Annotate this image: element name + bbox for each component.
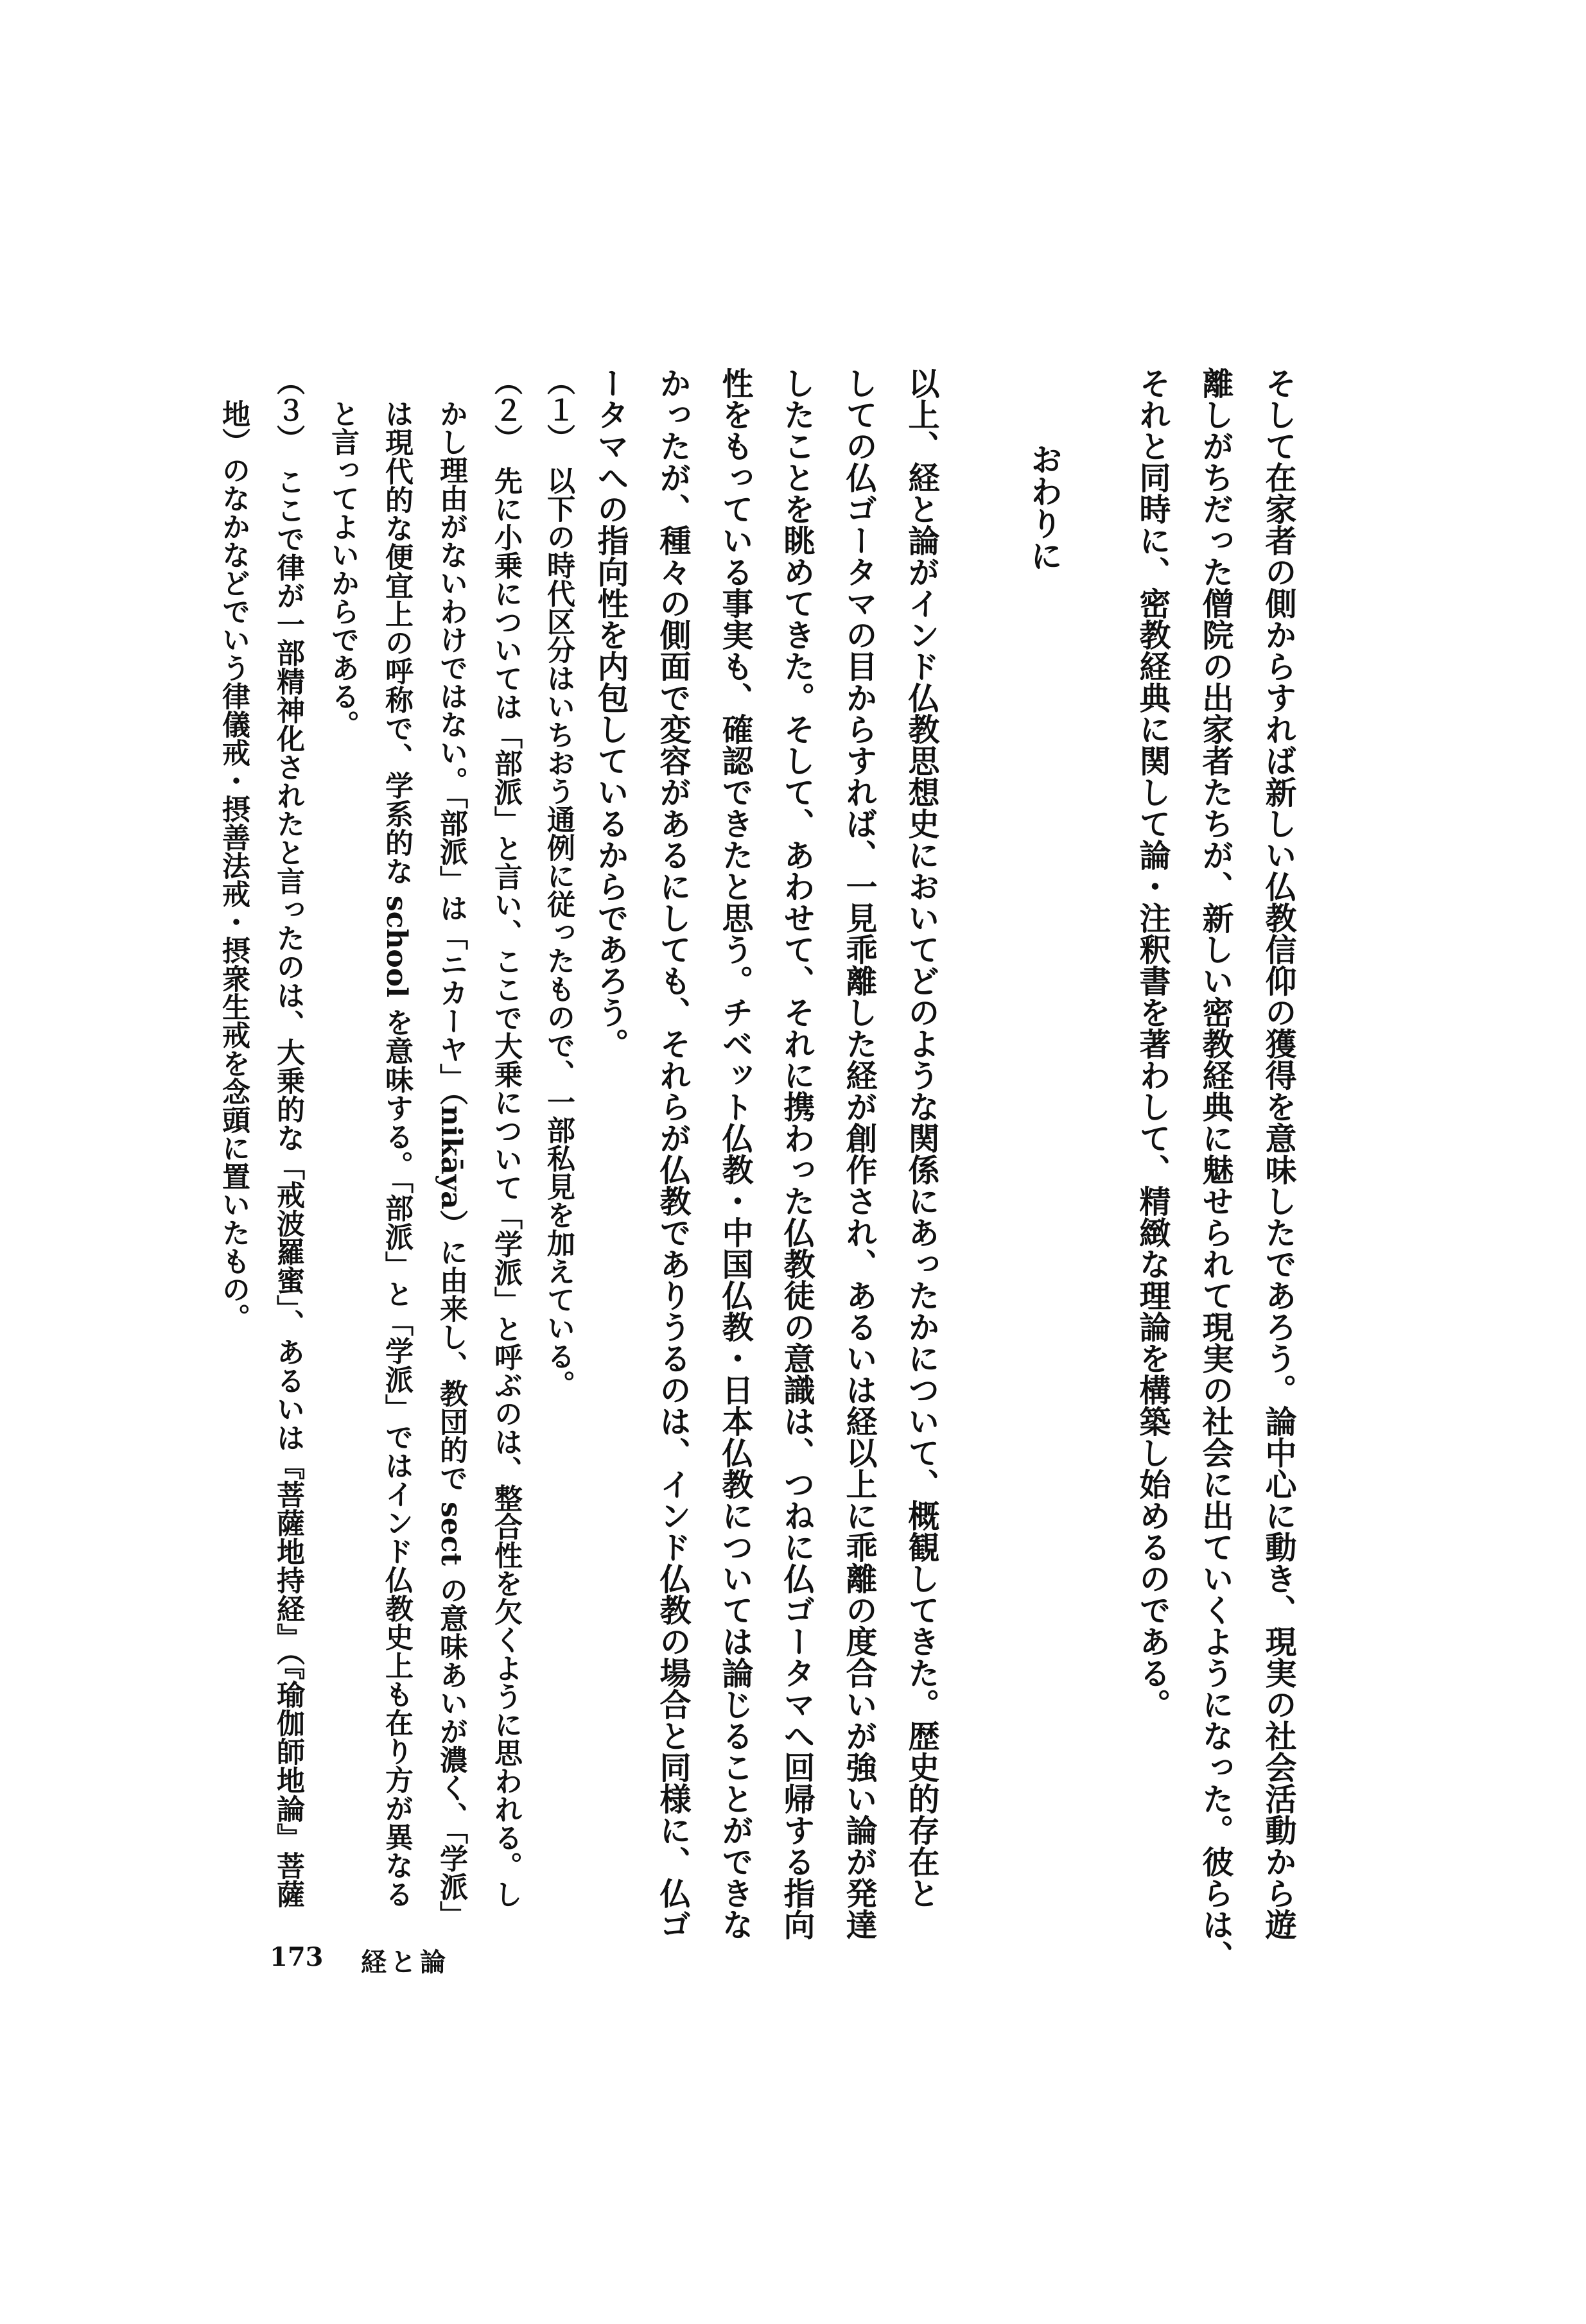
text-column: 以上、経と論がインド仏教思想史においてどのような関係にあったかについて、概観してきた。歴史的存在と xyxy=(903,367,941,1909)
footnote-2-cont: と言ってよいからである。 xyxy=(326,399,359,738)
text-column: 離しがちだった僧院の出家者たちが、新しい密教経典に魅せられて現実の社会に出ていくようになった。彼らは、 xyxy=(1198,367,1235,1972)
footnote-2: （２） 先に小乗については「部派」と言い、ここで大乗について「学派」と呼ぶのは、整合性を欠くように思われる。し xyxy=(489,367,522,1908)
running-title: 経と論 xyxy=(361,1947,449,1977)
section-heading: おわりに xyxy=(1025,443,1063,571)
text-column: したことを眺めてきた。そして、あわせて、それに携わった仏教徒の意識は、つねに仏ゴータマへ回帰する指向 xyxy=(779,367,816,1940)
page-number: 173 xyxy=(270,1942,324,1972)
footnote-2-cont: かし理由がないわけではない。「部派」は「ニカーヤ」（nikāya）に由来し、教団的で sect の意味あいが濃く、「学派」 xyxy=(435,399,467,1929)
text-column: しての仏ゴータマの目からすれば、一見乖離した経が創作され、あるいは経以上に乖離の度合いが強い論が発達 xyxy=(841,367,878,1940)
text-column: かったが、種々の側面で変容があるにしても、それらが仏教でありうるのは、インド仏教の場合と同様に、仏ゴ xyxy=(655,367,692,1940)
footnote-1: （１） 以下の時代区分はいちおう通例に従ったもので、一部私見を加えている。 xyxy=(542,367,575,1398)
text-column: そして在家者の側からすれば新しい仏教信仰の獲得を意味したであろう。論中心に動き、現実の社会活動から遊 xyxy=(1260,367,1298,1940)
footnote-2-cont: は現代的な便宜上の呼称で、学系的な school を意味する。「部派」と「学派」ではインド仏教史上も在り方が異なる xyxy=(380,399,413,1908)
text-column: 性をもっている事実も、確認できたと思う。チベット仏教・中国仏教・日本仏教については論じることができな xyxy=(717,367,754,1940)
footnote-3-cont: 地）のなかなどでいう律儀戒・摂善法戒・摂衆生戒を念頭に置いたもの。 xyxy=(217,399,250,1331)
text-column: それと同時に、密教経典に関して論・注釈書を著わして、精緻な理論を構築し始めるのである。 xyxy=(1135,367,1172,1720)
footnote-3: （３） ここで律が一部精神化されたと言ったのは、大乗的な「戒波羅蜜」、あるいは『菩薩地持経』（『瑜伽師地論』菩薩 xyxy=(272,367,304,1908)
text-column: ータマへの指向性を内包しているからであろう。 xyxy=(593,367,630,1059)
